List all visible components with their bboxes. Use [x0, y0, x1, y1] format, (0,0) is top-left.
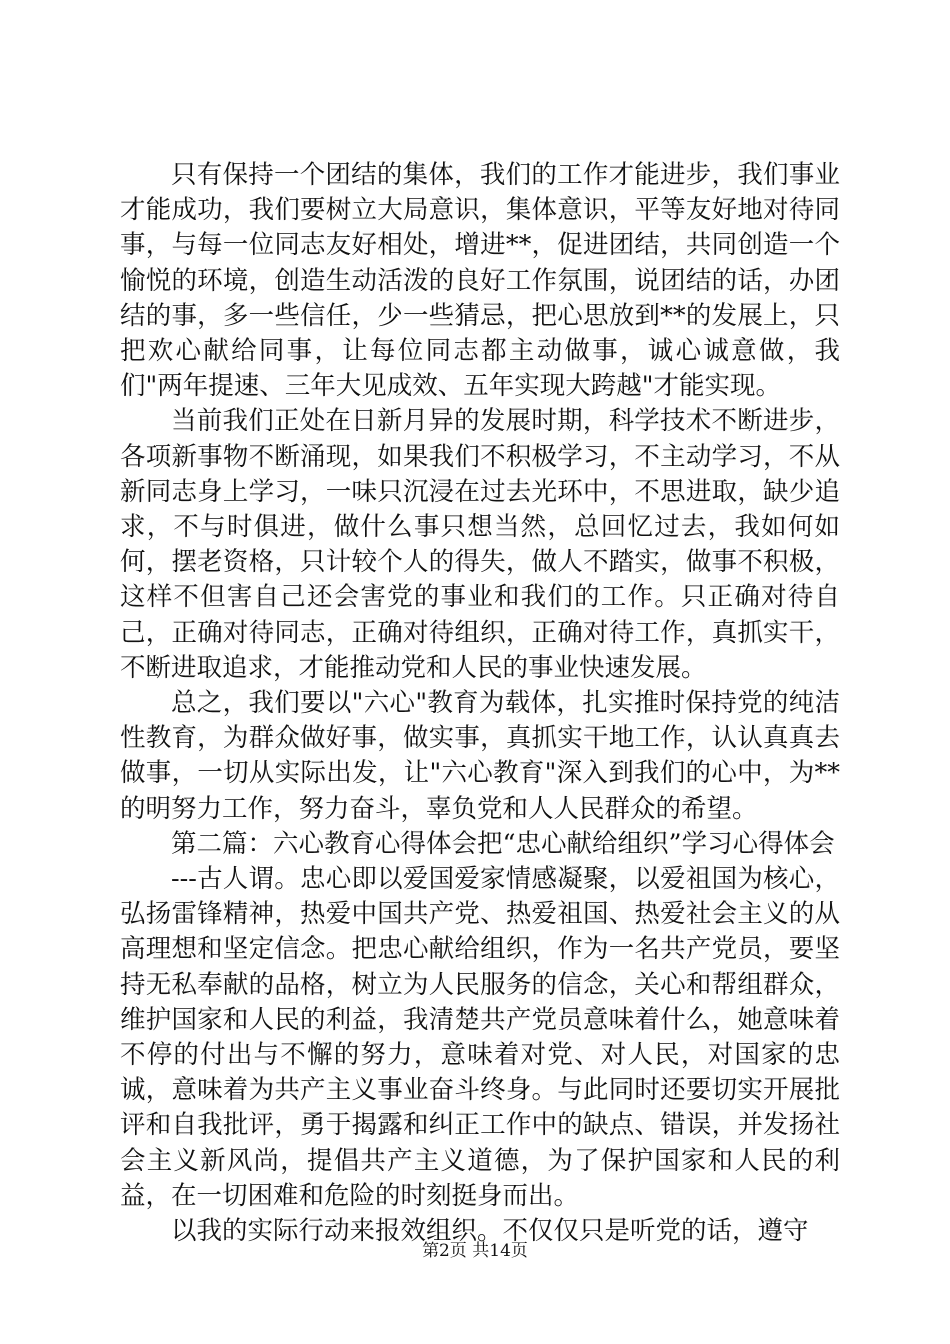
page-number-footer: 第2页 共14页	[422, 1241, 528, 1261]
paragraph-development: 当前我们正处在日新月异的发展时期，科学技术不断进步，各项新事物不断涌现，如果我们不积极学习，不主动学习，不从新同志身上学习，一味只沉浸在过去光环中，不思进取，缺少追求，不与时俱进，做什么事只想当然，总回忆过去，我如何如何，摆老资格，只计较个人的得失，做人不踏实，做事不积极，这样不但害自己还会害党的事业和我们的工作。只正确对待自己，正确对待同志，正确对待组织，正确对待工作，真抓实干，不断进取追求，才能推动党和人民的事业快速发展。	[120, 406, 840, 683]
paragraph-unity: 只有保持一个团结的集体，我们的工作才能进步，我们事业才能成功，我们要树立大局意识，集体意识，平等友好地对待同事，与每一位同志友好相处，增进**，促进团结，共同创造一个愉悦的环境，创造生动活泼的良好工作氛围，说团结的话，办团结的事，多一些信任，少一些猜忌，把心思放到**的发展上，只把欢心献给同事，让每位同志都主动做事，诚心诚意做，我们"两年提速、三年大见成效、五年实现大跨越"才能实现。	[120, 160, 840, 402]
section-heading: 第二篇：六心教育心得体会把“忠心献给组织”学习心得体会	[171, 828, 835, 859]
paragraph-action: 以我的实际行动来报效组织。不仅仅只是听党的话，遵守	[171, 1216, 809, 1247]
paragraph-summary: 总之，我们要以"六心"教育为载体，扎实推时保持党的纯洁性教育，为群众做好事，做实事，真抓实干地工作，认认真真去做事，一切从实际出发，让"六心教育"深入到我们的心中，为**的明努力工作，努力奋斗，辜负党和人人民群众的希望。	[120, 688, 840, 824]
paragraph-loyalty: ---古人谓。忠心即以爱国爱家情感凝聚，以爱祖国为核心，弘扬雷锋精神，热爱中国共产党、热爱祖国、热爱社会主义的从高理想和坚定信念。把忠心献给组织，作为一名共产党员，要坚持无私奉献的品格，树立为人民服务的信念，关心和帮组群众，维护国家和人民的利益，我清楚共产党员意味着什么，她意味着不停的付出与不懈的努力，意味着对党、对人民，对国家的忠诚，意味着为共产主义事业奋斗终身。与此同时还要切实开展批评和自我批评，勇于揭露和纠正工作中的缺点、错误，并发扬社会主义新风尚，提倡共产主义道德，为了保护国家和人民的利益，在一切困难和危险的时刻挺身而出。	[120, 864, 840, 1211]
document-body	[120, 158, 840, 1249]
